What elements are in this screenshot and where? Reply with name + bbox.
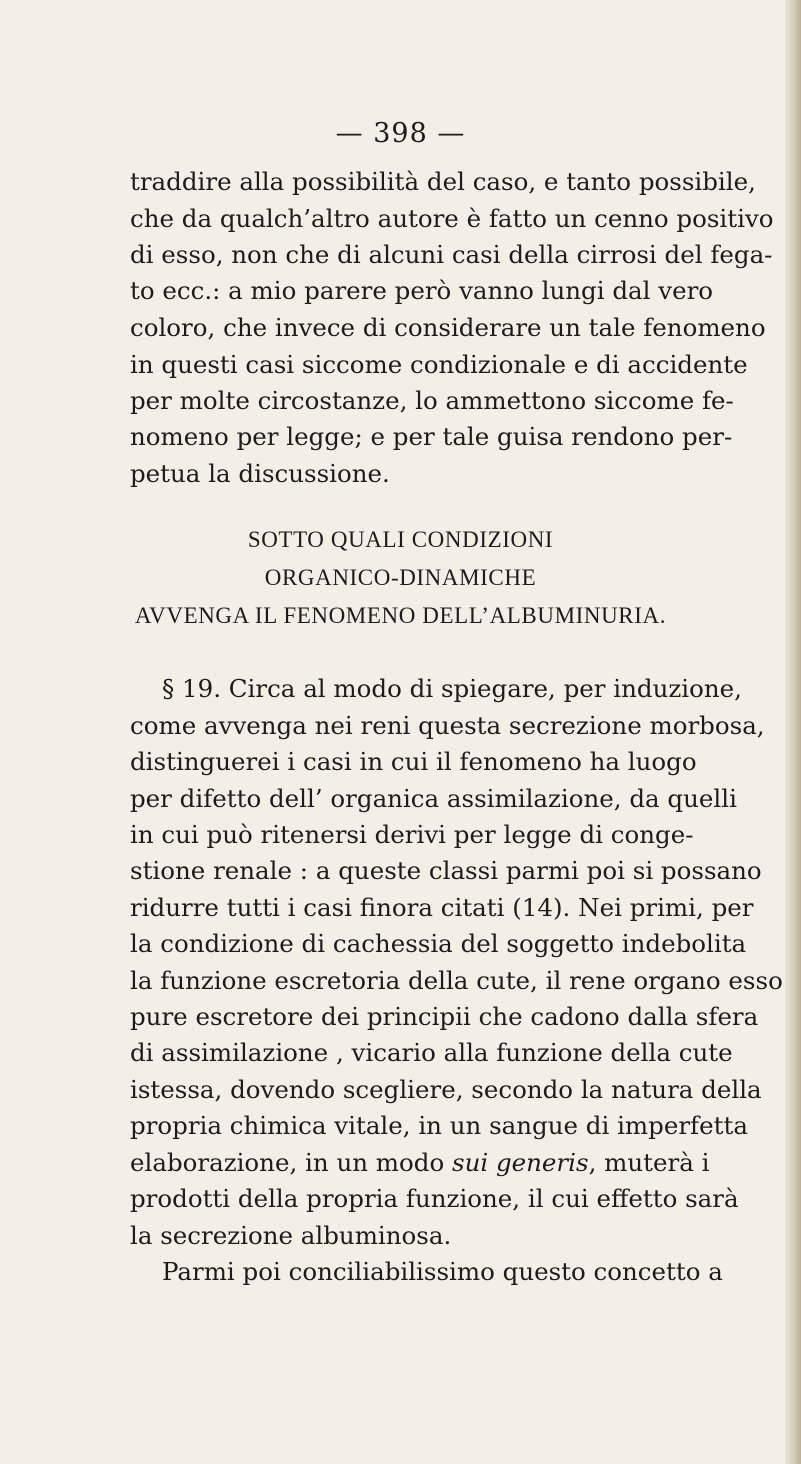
page-edge: [785, 0, 801, 1464]
body-line: in cui può ritenersi derivi per legge di conge-: [130, 820, 694, 849]
body-line: per difetto dell’ organica assimilazione, da quelli: [130, 784, 737, 813]
body-line: distinguerei i casi in cui il fenomeno ha luogo: [130, 747, 697, 776]
body-line: prodotti della propria funzione, il cui effetto sarà: [130, 1184, 739, 1213]
section-heading-line: AVVENGA IL FENOMENO DELL’ALBUMINURIA.: [134, 603, 667, 628]
body-line: per molte circostanze, lo ammettono siccome fe-: [130, 386, 734, 415]
body-line: come avvenga nei reni questa secrezione morbosa,: [130, 711, 765, 740]
body-line: la funzione escretoria della cute, il rene organo esso: [130, 966, 783, 995]
body-line: la secrezione albuminosa.: [130, 1221, 452, 1250]
page-number: — 398 —: [335, 118, 466, 149]
body-line: ridurre tutti i casi finora citati (14). Nei primi, per: [130, 893, 754, 922]
body-line: di esso, non che di alcuni casi della cirrosi del fega-: [130, 240, 773, 269]
body-line: nomeno per legge; e per tale guisa rendono per-: [130, 422, 733, 451]
text-run: elaborazione, in un modo: [130, 1148, 452, 1177]
body-line: Parmi poi conciliabilissimo questo concetto a: [162, 1257, 723, 1286]
body-line: che da qualch’altro autore è fatto un cenno positivo: [130, 204, 774, 233]
text-run: , muterà i: [588, 1148, 710, 1177]
body-line: to ecc.: a mio parere però vanno lungi dal vero: [130, 276, 714, 305]
section-heading-line: ORGANICO-DINAMICHE: [264, 565, 537, 590]
body-line: istessa, dovendo scegliere, secondo la natura della: [130, 1075, 762, 1104]
body-line: petua la discussione.: [130, 459, 390, 488]
italic-phrase: sui generis: [452, 1148, 589, 1177]
body-line: traddire alla possibilità del caso, e tanto possibile,: [130, 167, 756, 196]
body-line: di assimilazione , vicario alla funzione della cute: [130, 1038, 733, 1067]
body-line: stione renale : a queste classi parmi poi si possano: [130, 856, 762, 885]
body-line: pure escretore dei principii che cadono dalla sfera: [130, 1002, 759, 1031]
body-line: la condizione di cachessia del soggetto indebolita: [130, 929, 747, 958]
body-line: propria chimica vitale, in un sangue di imperfetta: [130, 1111, 748, 1140]
body-line: in questi casi siccome condizionale e di accidente: [130, 350, 748, 379]
section-heading-line: SOTTO QUALI CONDIZIONI: [247, 527, 554, 552]
body-line-with-italic: [130, 1148, 709, 1178]
body-line: coloro, che invece di considerare un tale fenomeno: [130, 313, 766, 342]
body-line: § 19. Circa al modo di spiegare, per induzione,: [162, 674, 742, 703]
